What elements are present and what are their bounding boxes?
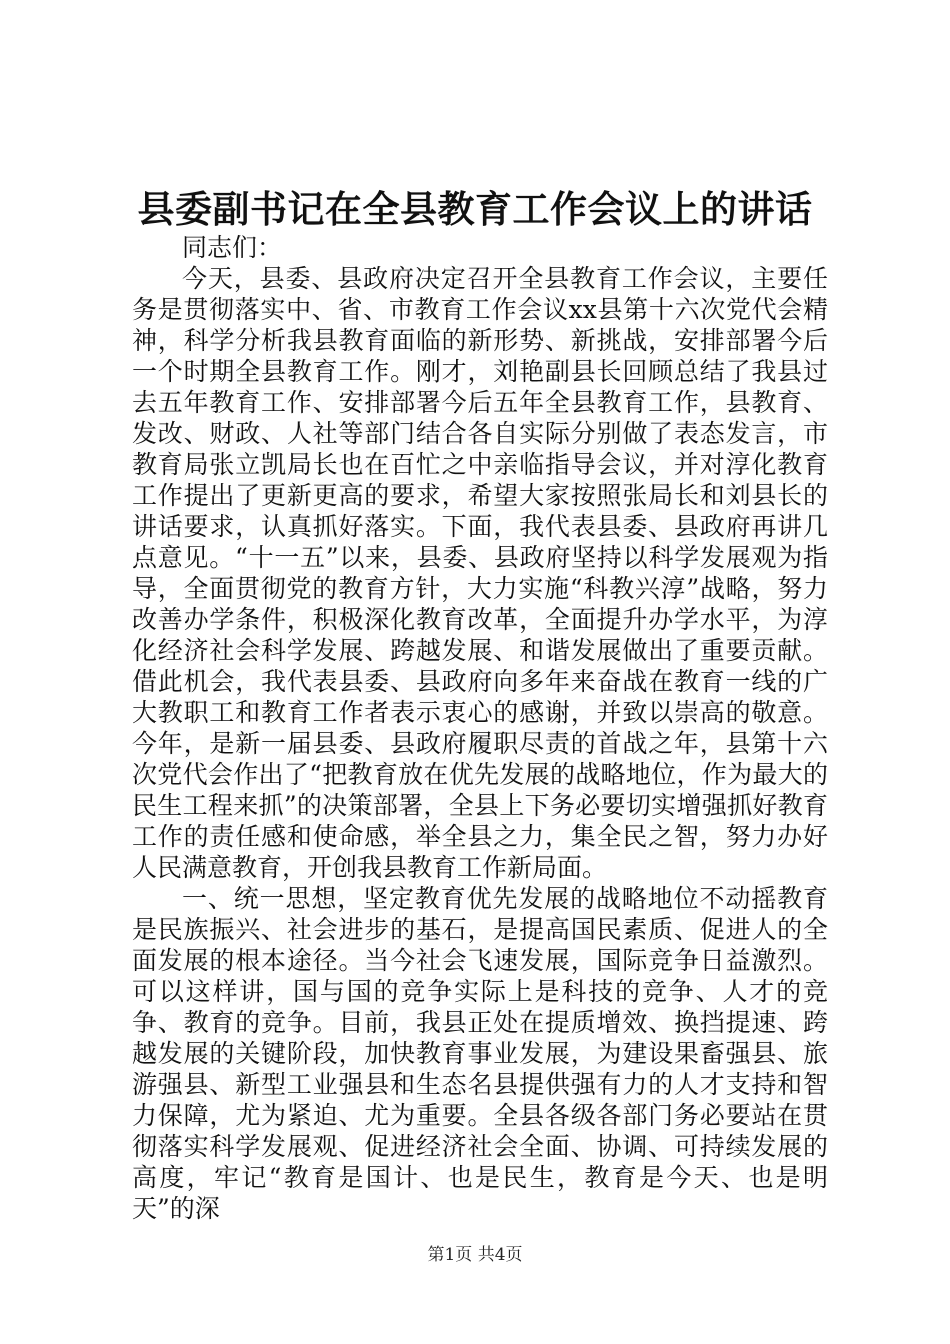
document-body <box>132 232 828 1224</box>
body-paragraph: 一、统一思想，坚定教育优先发展的战略地位不动摇教育是民族振兴、社会进步的基石，是提高国民素质、促进人的全面发展的根本途径。当今社会飞速发展，国际竞争日益激烈。可以这样讲，国与国的竞争实际上是科技的竞争、人才的竞争、教育的竞争。目前，我县正处在提质增效、换挡提速、跨越发展的关键阶段，加快教育事业发展，为建设果畜强县、旅游强县、新型工业强县和生态名县提供强有力的人才支持和智力保障，尤为紧迫、尤为重要。全县各级各部门务必要站在贯彻落实科学发展观、促进经济社会全面、协调、可持续发展的高度，牢记“教育是国计、也是民生，教育是今天、也是明天”的深 <box>132 884 828 1223</box>
document-title: 县委副书记在全县教育工作会议上的讲话 <box>137 187 813 231</box>
body-paragraph: 今天，县委、县政府决定召开全县教育工作会议，主要任务是贯彻落实中、省、市教育工作会议xx县第十六次党代会精神，科学分析我县教育面临的新形势、新挑战，安排部署今后一个时期全县教育工作。刚才，刘艳副县长回顾总结了我县过去五年教育工作、安排部署今后五年全县教育工作，县教育、发改、财政、人社等部门结合各自实际分别做了表态发言，市教育局张立凯局长也在百忙之中亲临指导会议，并对淳化教育工作提出了更新更高的要求，希望大家按照张局长和刘县长的讲话要求，认真抓好落实。下面，我代表县委、县政府再讲几点意见。“十一五”以来，县委、县政府坚持以科学发展观为指导，全面贯彻党的教育方针，大力实施“科教兴淳”战略，努力改善办学条件，积极深化教育改革，全面提升办学水平，为淳化经济社会科学发展、跨越发展、和谐发展做出了重要贡献。借此机会，我代表县委、县政府向多年来奋战在教育一线的广大教职工和教育工作者表示衷心的感谢，并致以崇高的敬意。今年，是新一届县委、县政府履职尽责的首战之年，县第十六次党代会作出了“把教育放在优先发展的战略地位，作为最大的民生工程来抓”的决策部署，全县上下务必要切实增强抓好教育工作的责任感和使命感，举全县之力，集全民之智，努力办好人民满意教育，开创我县教育工作新局面。 <box>132 264 828 882</box>
salutation-paragraph: 同志们： <box>182 233 283 262</box>
page-number-footer: 第1页 共4页 <box>427 1245 523 1265</box>
